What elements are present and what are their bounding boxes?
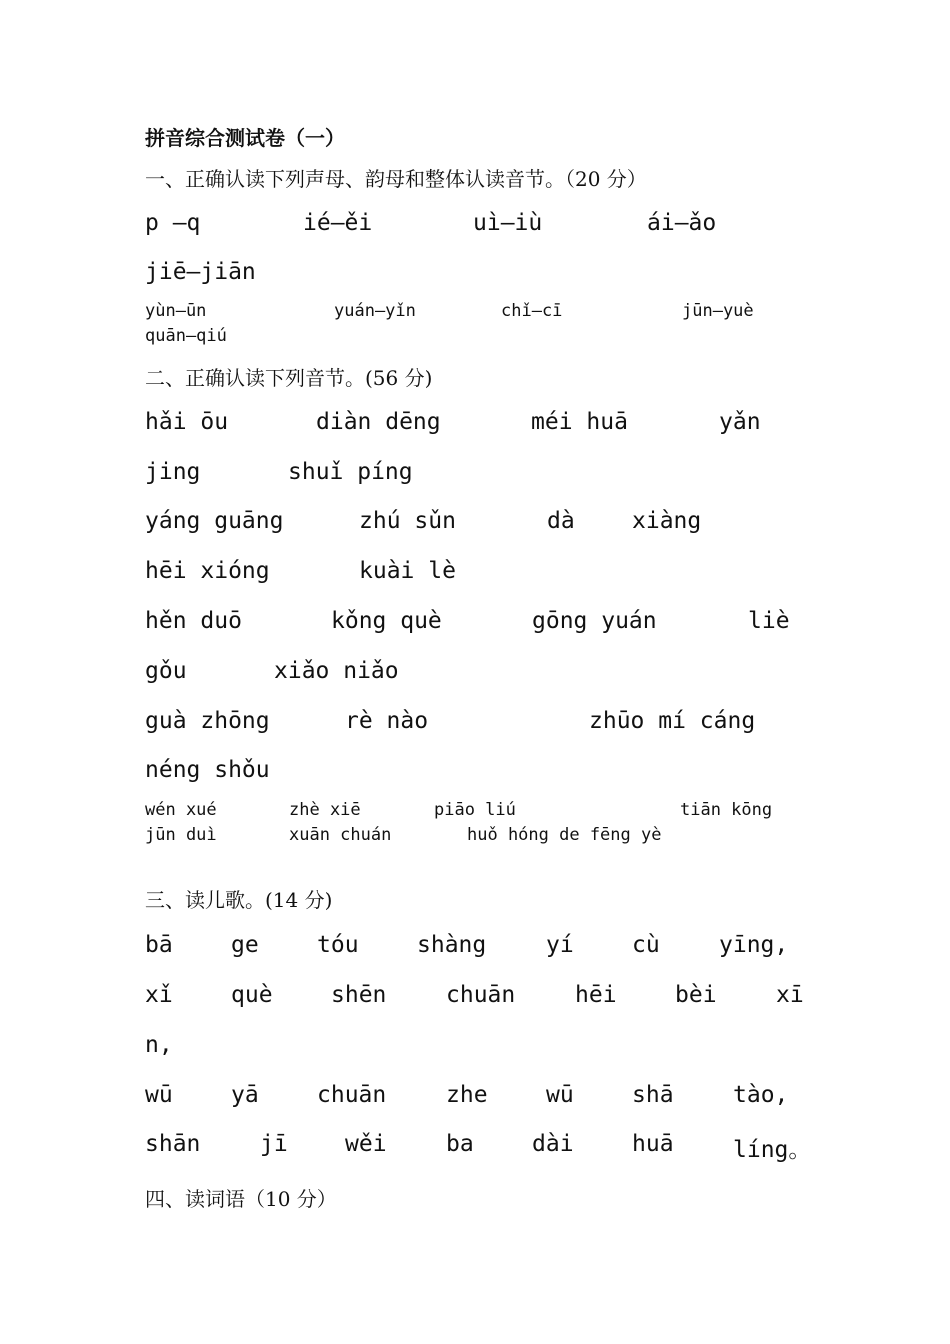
poem-syllable: cù [632, 932, 660, 958]
poem-syllable: dài [532, 1131, 574, 1157]
pinyin-word: dà [547, 508, 575, 534]
poem-syllable: shān [145, 1131, 201, 1157]
poem-syllable: xī [776, 982, 804, 1008]
poem-syllable: ge [231, 932, 259, 958]
section-4-heading: 四、读词语（10 分） [145, 1187, 337, 1211]
pinyin-word: kuài lè [359, 558, 456, 584]
poem-syllable: yīng, [719, 932, 789, 958]
pinyin-word: huǒ hóng de fēng yè [467, 825, 662, 845]
pinyin-word: zhūo mí cáng [589, 708, 756, 734]
poem-syllable: tào, [733, 1082, 789, 1108]
poem-syllable: chuān [446, 982, 516, 1008]
pinyin-word: jūn duì [145, 825, 217, 845]
poem-syllable: n, [145, 1032, 173, 1058]
pinyin-pair: chǐ—cī [501, 301, 563, 321]
poem-syllable: wū [145, 1082, 173, 1108]
pinyin-pair: ái—ǎo [647, 210, 717, 236]
pinyin-pair: quān—qiú [145, 326, 227, 346]
poem-syllable: chuān [317, 1082, 387, 1108]
poem-syllable: hēi [575, 982, 617, 1008]
pinyin-word: jing [145, 459, 201, 485]
poem-syllable: líng。 [733, 1137, 812, 1163]
section-3-heading: 三、读儿歌。(14 分) [145, 888, 333, 912]
pinyin-word: néng shǒu [145, 757, 270, 783]
pinyin-pair: p —q [145, 210, 201, 236]
pinyin-word: piāo liú [434, 800, 516, 820]
pinyin-pair: yuán—yǐn [334, 301, 416, 321]
pinyin-pair: ié—ěi [303, 210, 373, 236]
poem-syllable: què [231, 982, 273, 1008]
pinyin-word: wén xué [145, 800, 217, 820]
poem-syllable: wěi [345, 1131, 387, 1157]
pinyin-word: yǎn [719, 409, 761, 435]
pinyin-word: zhú sǔn [359, 508, 456, 534]
pinyin-word: méi huā [531, 409, 628, 435]
pinyin-word: hēi xióng [145, 558, 270, 584]
poem-syllable: yā [231, 1082, 259, 1108]
pinyin-pair: jūn—yuè [682, 301, 754, 321]
poem-syllable: wū [546, 1082, 574, 1108]
pinyin-pair: jiē—jiān [145, 259, 256, 285]
pinyin-word: hěn duō [145, 608, 242, 634]
pinyin-word: xiàng [632, 508, 702, 534]
poem-syllable: jī [260, 1131, 288, 1157]
section-1-heading: 一、正确认读下列声母、韵母和整体认读音节。（20 分） [145, 167, 647, 191]
poem-syllable: shā [632, 1082, 674, 1108]
poem-syllable: tóu [317, 932, 359, 958]
worksheet-title: 拼音综合测试卷（一） [145, 126, 345, 150]
pinyin-word: xiǎo niǎo [274, 658, 399, 684]
pinyin-word: yáng guāng [145, 508, 284, 534]
poem-syllable: yí [546, 932, 574, 958]
pinyin-pair: uì—iù [473, 210, 543, 236]
poem-syllable: xǐ [145, 982, 173, 1008]
pinyin-word: kǒng què [331, 608, 442, 634]
poem-syllable: ba [446, 1131, 474, 1157]
poem-syllable: huā [632, 1131, 674, 1157]
poem-syllable: zhe [446, 1082, 488, 1108]
pinyin-word: guà zhōng [145, 708, 270, 734]
poem-syllable: shēn [331, 982, 387, 1008]
pinyin-word: hǎi ōu [145, 409, 229, 435]
pinyin-word: liè [748, 608, 790, 634]
poem-syllable: bā [145, 932, 173, 958]
pinyin-word: rè nào [345, 708, 429, 734]
pinyin-pair: yùn—ūn [145, 301, 207, 321]
pinyin-word: gǒu [145, 658, 187, 684]
poem-syllable: bèi [675, 982, 717, 1008]
pinyin-word: zhè xiē [289, 800, 361, 820]
section-2-heading: 二、正确认读下列音节。(56 分) [145, 366, 433, 390]
pinyin-word: diàn dēng [316, 409, 441, 435]
pinyin-word: xuān chuán [289, 825, 392, 845]
pinyin-word: tiān kōng [680, 800, 773, 820]
pinyin-word: gōng yuán [532, 608, 657, 634]
pinyin-word: shuǐ píng [288, 459, 413, 485]
poem-syllable: shàng [417, 932, 487, 958]
